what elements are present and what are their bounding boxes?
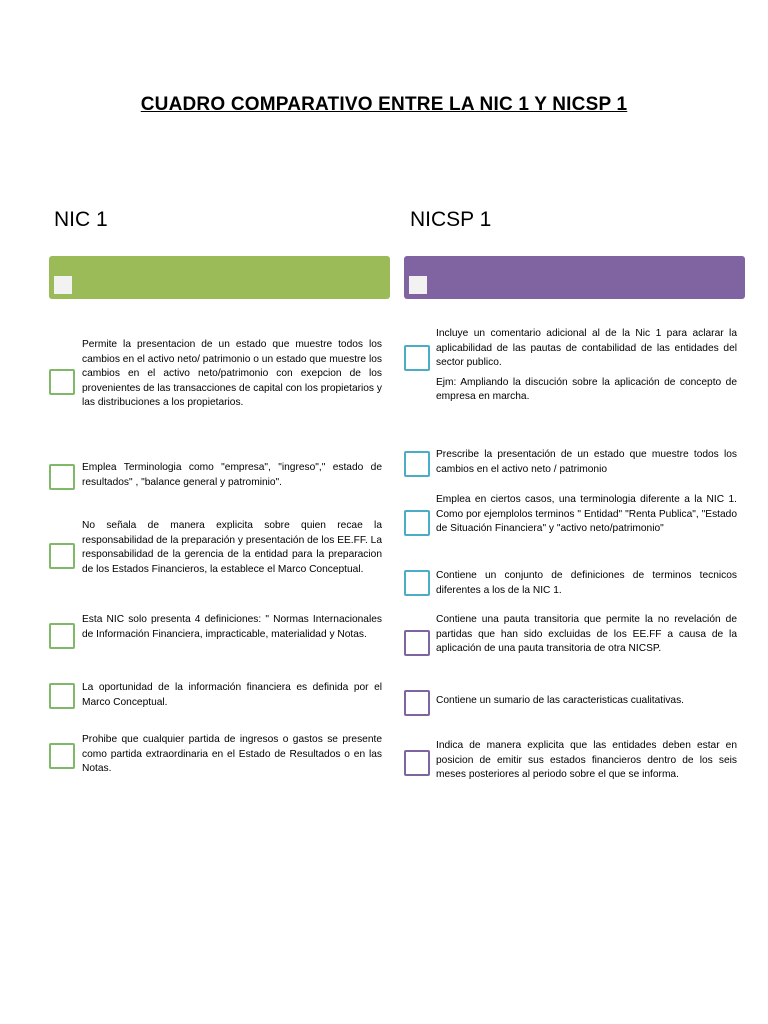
checkbox[interactable] [404,750,430,776]
list-item: Contiene un conjunto de definiciones de terminos tecnicos diferentes a los de la NIC 1. [436,570,737,596]
list-item: Esta NIC solo presenta 4 definiciones: " Normas Internacionales de Información Financiera, impracticable, materialidad y Notas. [82,614,382,640]
checkbox[interactable] [49,464,75,490]
bar-square-icon [409,276,427,294]
list-item: Emplea en ciertos casos, una terminologia diferente a la NIC 1. Como por ejemplolos terminos " Entidad" "Renta Publica", "Estado de Situación Financiera" y "activo neto/patrimonio" [436,494,737,535]
list-item: Contiene un sumario de las caracteristicas cualitativas. [436,695,685,706]
checkbox[interactable] [49,743,75,769]
checkbox[interactable] [49,543,75,569]
list-item: Permite la presentacion de un estado que muestre todos los cambios en el activo neto/ patrimonio o un estado que muestre los cambios en el activo neto/patrimonio con exepcion de los provenientes de las transacciones de capital con los propietarios y las distribuciones a los propietarios. [82,339,382,409]
list-item: No señala de manera explicita sobre quien recae la responsabilidad de la preparación y presentación de los EE.FF. La responsabilidad de la gerencia de la entidad para la preparacion de los Estados Financieros, la establece el Marco Conceptual. [82,520,382,575]
list-item: Contiene una pauta transitoria que permite la no revelación de partidas que han sido excluidas de los EE.FF a causa de la aplicación de una pauta transitoria de otra NICSP. [436,614,737,655]
bar-square-icon [54,276,72,294]
checkbox[interactable] [404,451,430,477]
checkbox[interactable] [49,683,75,709]
nicsp1-heading: NICSP 1 [410,208,492,231]
checkbox[interactable] [404,345,430,371]
list-item: La oportunidad de la información financiera es definida por el Marco Conceptual. [82,682,382,708]
list-item: Prescribe la presentación de un estado que muestre todos los cambios en el activo neto / patrimonio [436,449,737,475]
checkbox[interactable] [49,623,75,649]
checkbox[interactable] [404,690,430,716]
checkbox[interactable] [49,369,75,395]
checkbox[interactable] [404,570,430,596]
list-item: Prohibe que cualquier partida de ingresos o gastos se presente como partida extraordinaria en el Estado de Resultados o en las Notas. [82,734,382,775]
list-item: Indica de manera explicita que las entidades deben estar en posicion de emitir sus estados financieros dentro de los seis meses posteriores al periodo sobre el que se informa. [436,740,737,781]
nic1-header-bar [49,256,390,299]
nic1-heading: NIC 1 [54,208,108,231]
checkbox[interactable] [404,510,430,536]
checkbox[interactable] [404,630,430,656]
list-item: Incluye un comentario adicional al de la Nic 1 para aclarar la aplicabilidad de las pautas de contabilidad de las entidades del sector publico. Ejm: Ampliando la discución sobre la aplicación de concepto de empresa en marcha. [436,328,737,403]
nicsp1-header-bar [404,256,745,299]
list-item: Emplea Terminologia como "empresa", "ingreso"," estado de resultados" , "balance general y patrominio". [82,462,382,488]
page-title: CUADRO COMPARATIVO ENTRE LA NIC 1 Y NICSP 1 [140,94,628,115]
